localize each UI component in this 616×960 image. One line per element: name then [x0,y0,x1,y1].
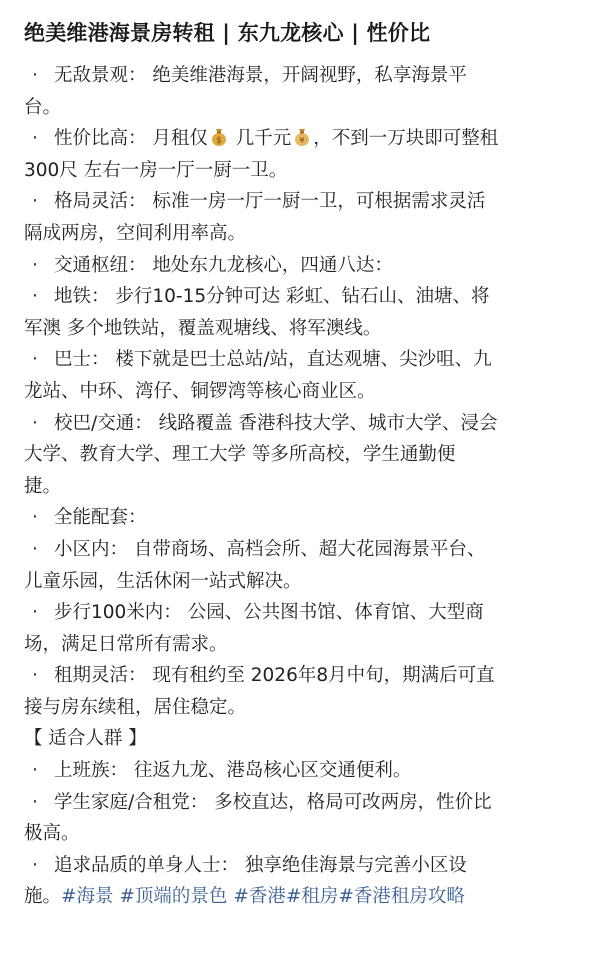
single-line-1: 追求品质的单身人士： 独享绝佳海景与完善小区设 [54,854,467,876]
view-line-2: 台。 [24,96,62,118]
estate-line-1: 小区内： 自带商场、高档会所、超大花园海景平台、 [54,538,486,560]
list-item-bus [24,344,594,376]
money-bag-icon [209,127,229,147]
list-item-estate-cont [24,566,594,598]
amenities-line: 全能配套： [54,507,147,529]
layout-line-2: 隔成两房，空间利用率高。 [24,222,247,244]
bullet-marker: · [32,791,38,813]
lease-line-1: 租期灵活： 现有租约至 2026年8月中旬，期满后可直 [54,665,495,687]
view-line-1: 无敌景观： 绝美维港海景，开阔视野，私享海景平 [54,65,467,86]
student-line-2: 极高。 [24,823,80,845]
list-item-walk [24,597,594,629]
estate-line-2: 儿童乐园，生活休闲一站式解决。 [24,570,302,592]
bullet-marker: · [32,65,38,86]
student-line-1: 学生家庭/合租党： 多校直达，格局可改两房，性价比 [54,791,492,813]
list-item-school [24,408,594,440]
hashtag-link[interactable]: #海景 [61,886,114,908]
section-heading-suitable [24,723,594,755]
list-item-lease-cont [24,692,594,724]
bullet-marker: · [32,349,38,371]
list-item-single [24,850,594,882]
bullet-marker: · [32,254,38,276]
bullet-marker: · [32,507,38,529]
list-item-amenities [24,502,594,534]
bullet-marker: · [32,665,38,687]
value-line-1b: 几千元 [229,128,292,150]
svg-text:$: $ [216,136,222,147]
list-item-transport [24,250,594,282]
bullet-marker: · [32,602,38,624]
list-item-bus-cont [24,376,594,408]
svg-text:¥: ¥ [299,136,305,146]
school-line-1: 校巴/交通： 线路覆盖 香港科技大学、城市大学、浸会 [54,412,498,434]
list-item-worker [24,755,594,787]
hashtag-link[interactable]: #顶端的景色 [119,886,228,908]
school-line-2: 大学、教育大学、理工大学 等多所高校，学生通勤便 [24,444,456,466]
bus-line-1: 巴士： 楼下就是巴士总站/站，直达观塘、尖沙咀、九 [54,349,492,371]
post-title: 绝美维港海景房转租 | 东九龙核心 | 性价比 [24,21,431,45]
value-line-2: 300尺 左右一房一厅一厨一卫。 [24,159,288,181]
list-item-mtr-cont [24,313,594,345]
bullet-marker: · [32,854,38,876]
list-item-lease [24,660,594,692]
post-content [24,60,594,913]
list-item-view-cont [24,92,594,124]
mtr-line-1: 地铁： 步行10-15分钟可达 彩虹、钻石山、油塘、将 [54,286,490,308]
bullet-marker: · [32,286,38,308]
list-item-single-cont [24,881,594,913]
bullet-marker: · [32,412,38,434]
list-item-school-cont-2 [24,471,594,503]
hashtag-link[interactable]: #租房 [285,886,339,908]
single-line-2: 施。 [24,886,62,908]
walk-line-2: 场，满足日常所有需求。 [24,633,228,655]
bullet-marker: · [32,538,38,560]
bus-line-2: 龙站、中环、湾仔、铜锣湾等核心商业区。 [24,380,376,402]
list-item-student-cont [24,818,594,850]
walk-line-1: 步行100米内： 公园、公共图书馆、体育馆、大型商 [54,602,484,624]
list-item-value-cont [24,155,594,187]
value-line-1c: ，不到一万块即可整租 [313,128,499,150]
list-item-layout [24,186,594,218]
list-item-mtr [24,281,594,313]
bullet-marker: · [32,128,38,150]
transport-line: 交通枢纽： 地处东九龙核心，四通八达： [54,254,393,276]
list-item-school-cont [24,439,594,471]
mtr-line-2: 军澳 多个地铁站，覆盖观塘线、将军澳线。 [24,317,382,339]
layout-line-1: 格局灵活： 标准一房一厅一厨一卫，可根据需求灵活 [54,191,486,213]
list-item-walk-cont [24,629,594,661]
list-item-estate [24,534,594,566]
suitable-heading: 【 适合人群 】 [24,728,147,750]
hashtag-link[interactable]: #香港 [233,886,286,908]
bullet-marker: · [32,760,38,782]
value-line-1a: 性价比高： 月租仅 [54,128,208,150]
list-item-view [24,60,594,92]
money-bag-icon [292,127,312,147]
lease-line-2: 接与房东续租，居住稳定。 [24,696,247,718]
bullet-marker: · [32,191,38,213]
hashtag-link[interactable]: #香港租房攻略 [338,886,465,908]
list-item-layout-cont [24,218,594,250]
list-item-value [24,123,594,155]
worker-line: 上班族： 往返九龙、港岛核心区交通便利。 [54,760,412,782]
school-line-3: 捷。 [24,475,62,497]
list-item-student [24,787,594,819]
